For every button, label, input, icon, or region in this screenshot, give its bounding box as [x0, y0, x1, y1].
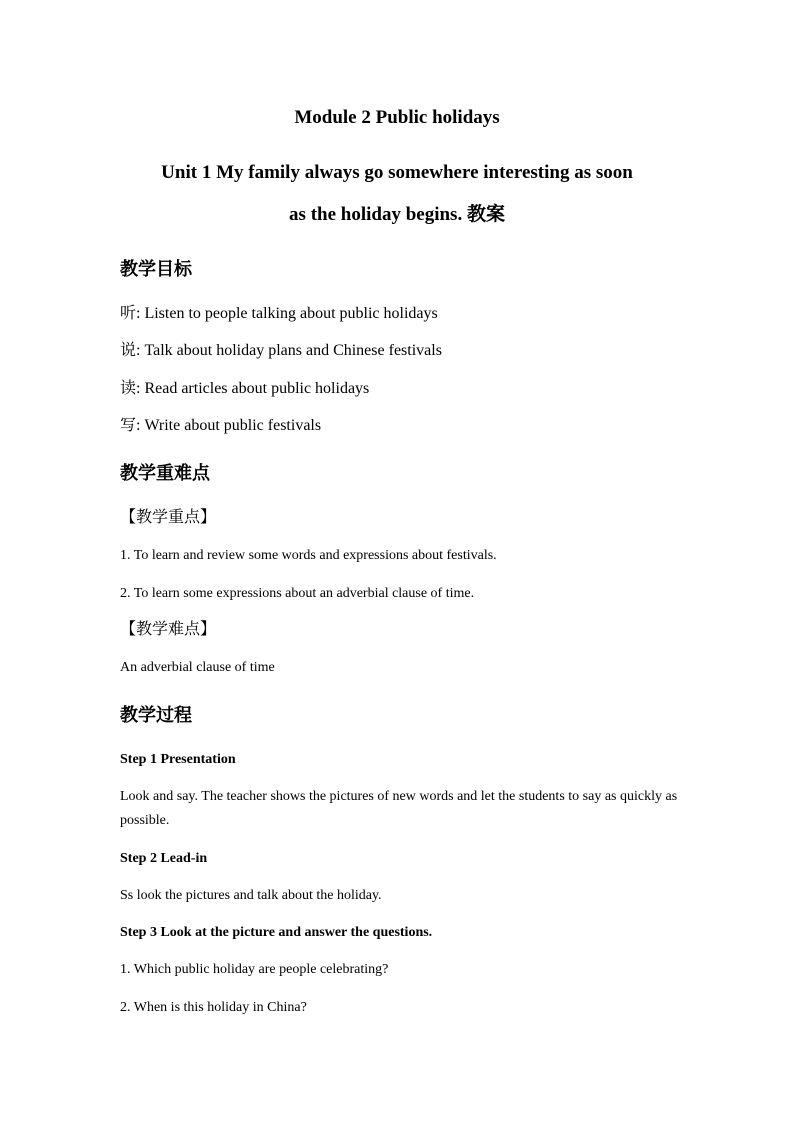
step3-question-2: 2. When is this holiday in China?	[120, 1000, 307, 1015]
step3-question-1: 1. Which public holiday are people celebrating?	[120, 962, 389, 977]
focus-item-2: 2. To learn some expressions about an adverbial clause of time.	[120, 586, 475, 601]
step2-text: Ss look the pictures and talk about the holiday.	[120, 888, 382, 903]
process-heading: 教学过程	[120, 705, 192, 725]
focus-label: 【教学重点】	[120, 509, 217, 526]
step1-text: Look and say. The teacher shows the pictures of new words and let the students to say as quickly as possible.	[120, 789, 678, 828]
step1-title: Step 1 Presentation	[120, 752, 236, 767]
key-points-heading: 教学重难点	[120, 463, 210, 483]
objective-reading: 读: Read articles about public holidays	[120, 380, 370, 397]
objective-speaking: 说: Talk about holiday plans and Chinese festivals	[120, 342, 442, 359]
focus-item-1: 1. To learn and review some words and expressions about festivals.	[120, 548, 497, 563]
difficulty-text: An adverbial clause of time	[120, 660, 275, 675]
unit-title-line2: as the holiday begins. 教案	[289, 204, 505, 225]
step2-title: Step 2 Lead-in	[120, 851, 208, 866]
unit-title-line1: Unit 1 My family always go somewhere interesting as soon	[161, 162, 633, 183]
step3-title: Step 3 Look at the picture and answer the questions.	[120, 925, 433, 940]
difficulty-label: 【教学难点】	[120, 621, 217, 638]
objectives-heading: 教学目标	[120, 259, 192, 279]
objective-writing: 写: Write about public festivals	[120, 417, 322, 434]
objective-listening: 听: Listen to people talking about public holidays	[120, 305, 438, 322]
module-title: Module 2 Public holidays	[294, 107, 500, 128]
